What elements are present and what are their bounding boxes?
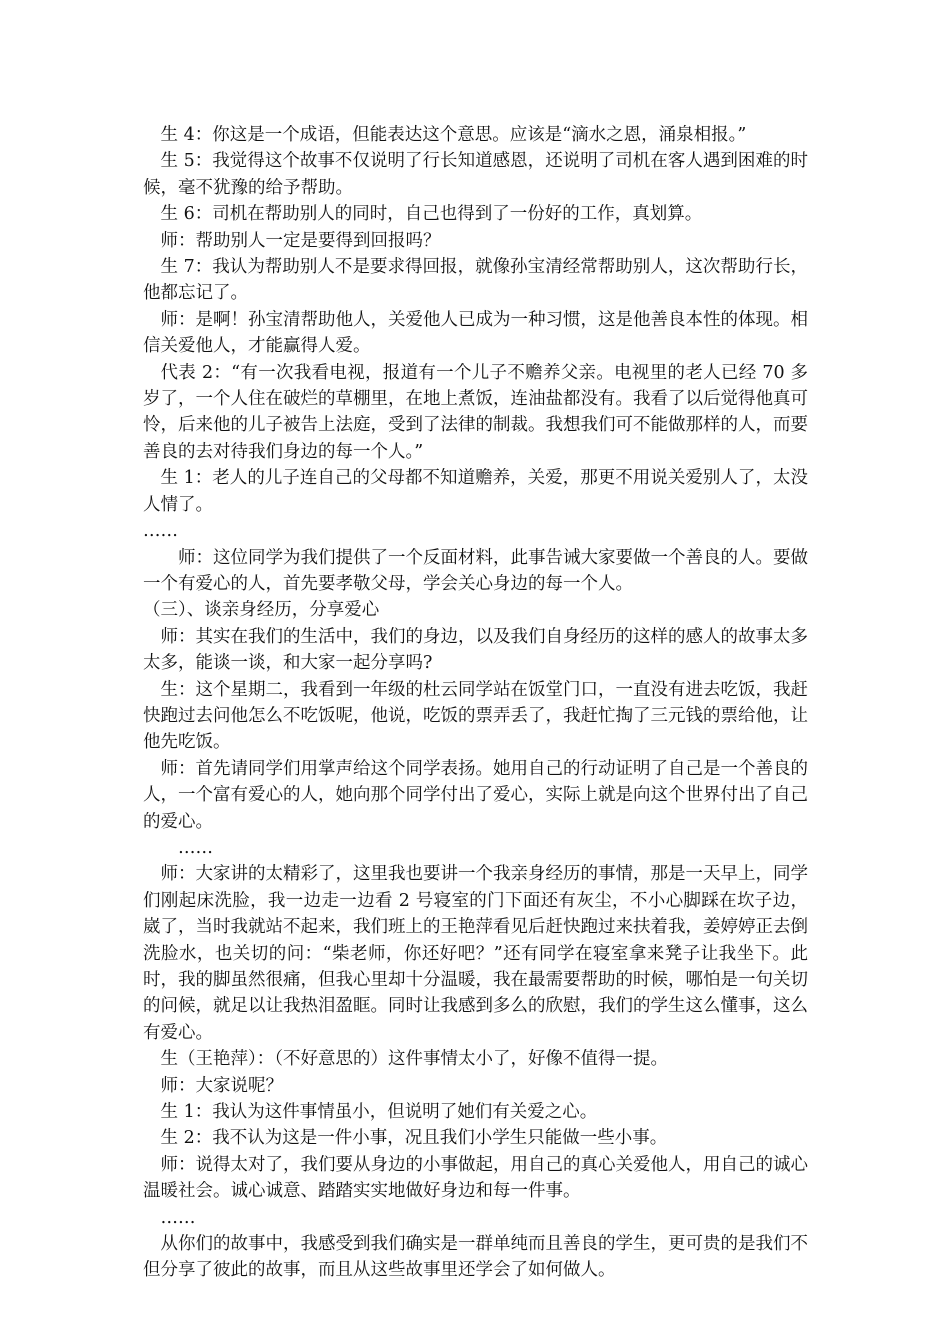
paragraph-teacher-ask: 师：大家说呢？ bbox=[160, 1075, 283, 1096]
paragraph-student1-reply: 生 1：我认为这件事情虽小，但说明了她们有关爱之心。 bbox=[160, 1102, 598, 1123]
ellipsis: …… bbox=[143, 521, 178, 542]
paragraph-teacher-summary: 师：这位同学为我们提供了一个反面材料，此事告诫大家要做一个善良的人。要做一个有爱心的人，首先要孝敬父母，学会关心身边的每一个人。 bbox=[143, 547, 808, 594]
paragraph-student4: 生 4：你这是一个成语，但能表达这个意思。应该是“滴水之恩，涌泉相报。” bbox=[160, 125, 747, 145]
paragraph-student7: 生 7：我认为帮助别人不是要求得回报，就像孙宝清经常帮助别人，这次帮助行长，他都忘记了。 bbox=[143, 257, 808, 304]
paragraph-student5: 生 5：我觉得这个故事不仅说明了行长知道感恩，还说明了司机在客人遇到困难的时候，毫不犹豫的给予帮助。 bbox=[143, 151, 808, 198]
paragraph-teacher-story: 师：大家讲的太精彩了，这里我也要讲一个我亲身经历的事情，那是一天早上，同学们刚起床洗脸，我一边走一边看 2 号寝室的门下面还有灰尘，不小心脚踩在坎子边，崴了，当时我就站不起来，我们班上的王艳萍看见后赶快跑过来扶着我，姜婷婷正去倒洗脸水，也关切的问：“柴老师，你还好吧？”还有同学在寝室拿来凳子让我坐下。此时，我的脚虽然很痛，但我心里却十分温暖，我在最需要帮助的时候，哪怕是一句关切的问候，就足以让我热泪盈眶。同时让我感到多么的欣慰，我们的学生这么懂事，这么有爱心。 bbox=[143, 864, 808, 1043]
ellipsis: …… bbox=[178, 837, 213, 858]
paragraph-student-story: 生：这个星期二，我看到一年级的杜云同学站在饭堂门口，一直没有进去吃饭，我赶快跑过去问他怎么不吃饭呢，他说，吃饭的票弄丢了，我赶忙掏了三元钱的票给他，让他先吃饭。 bbox=[143, 679, 808, 753]
document-body bbox=[143, 122, 808, 1284]
paragraph-teacher-conclusion: 师：说得太对了，我们要从身边的小事做起，用自己的真心关爱他人，用自己的诚心温暖社会。诚心诚意、踏踏实实地做好身边和每一件事。 bbox=[143, 1154, 808, 1202]
ellipsis: …… bbox=[160, 1207, 196, 1228]
paragraph-teacher-praise: 师：首先请同学们用掌声给这个同学表扬。她用自己的行动证明了自己是一个善良的人，一个富有爱心的人，她向那个同学付出了爱心，实际上就是向这个世界付出了自己的爱心。 bbox=[143, 758, 808, 832]
paragraph-student1: 生 1：老人的儿子连自己的父母都不知道赡养，关爱，那更不用说关爱别人了，太没人情了。 bbox=[143, 468, 808, 515]
paragraph-closing: 从你们的故事中，我感受到我们确实是一群单纯而且善良的学生，更可贵的是我们不但分享了彼此的故事，而且从这些故事里还学会了如何做人。 bbox=[143, 1234, 808, 1281]
paragraph-teacher-question: 师：帮助别人一定是要得到回报吗？ bbox=[160, 230, 441, 251]
paragraph-student2-reply: 生 2：我不认为这是一件小事，况且我们小学生只能做一些小事。 bbox=[160, 1128, 668, 1149]
paragraph-teacher-invite: 师：其实在我们的生活中，我们的身边，以及我们自身经历的这样的感人的故事太多太多，能谈一谈，和大家一起分享吗? bbox=[143, 626, 808, 674]
paragraph-representative2: 代表 2：“有一次我看电视，报道有一个儿子不赡养父亲。电视里的老人已经 70 多岁了，一个人住在破烂的草棚里，在地上煮饭，连油盐都没有。我看了以后觉得他真可怜，后来他的儿子被告上法庭，受到了法律的制裁。我想我们可不能做那样的人，而要善良的去对待我们身边的每一个人。” bbox=[143, 362, 808, 462]
section-heading: （三）、谈亲身经历，分享爱心 bbox=[143, 600, 380, 621]
paragraph-teacher-reply: 师：是啊！孙宝清帮助他人，关爱他人已成为一种习惯，这是他善良本性的体现。相信关爱他人，才能赢得人爱。 bbox=[143, 309, 808, 357]
paragraph-student6: 生 6：司机在帮助别人的同时，自己也得到了一份好的工作，真划算。 bbox=[160, 204, 703, 225]
paragraph-student-wang: 生（王艳萍）：（不好意思的）这件事情太小了，好像不值得一提。 bbox=[160, 1049, 668, 1070]
